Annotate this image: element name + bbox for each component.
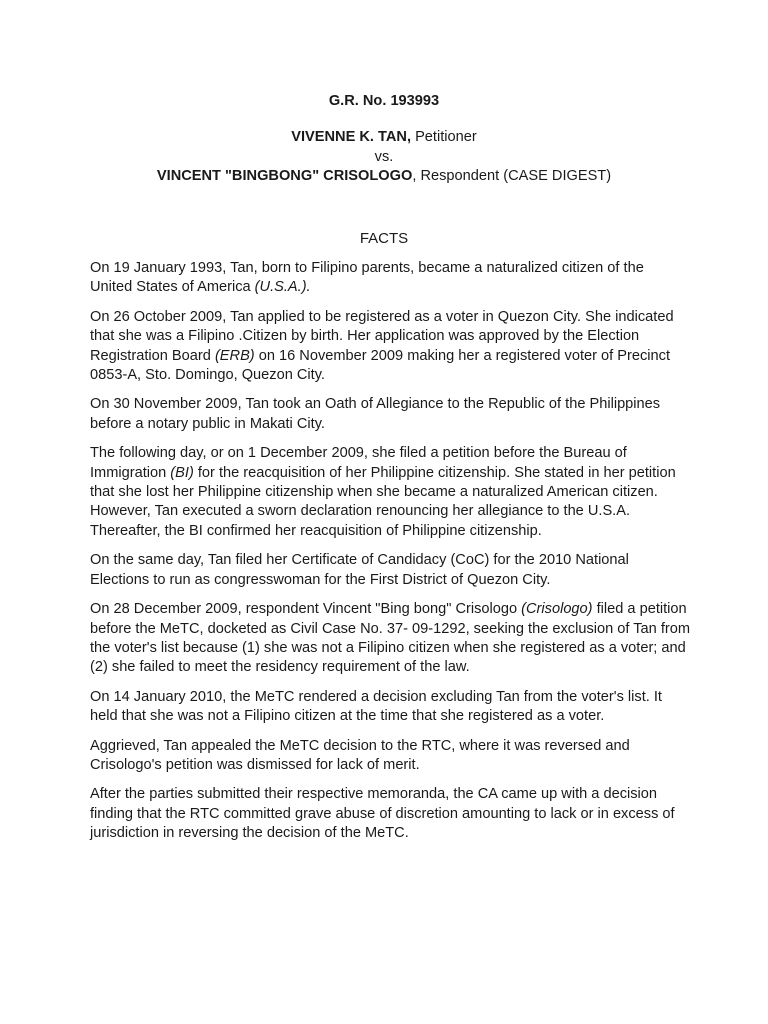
petitioner-role: Petitioner [411,129,477,146]
case-number: G.R. No. 193993 [328,93,440,109]
paragraph-2-text: On 26 October 2009, Tan applied to be registered as a voter in Quezon City. She indicated that she was a Filipino .Citizen by birth. Her application was approved by the Election Registration Board [90,308,674,364]
paragraph-8: Aggrieved, Tan appealed the MeTC decision to the RTC, where it was reversed and Crisologo's petition was dismissed for lack of merit. [90,737,630,773]
paragraph-7: On 14 January 2010, the MeTC rendered a decision excluding Tan from the voter's list. It held that she was not a Filipino citizen at the time that she registered as a voter. [90,688,662,725]
paragraph-1-italic: (U.S.A.). [254,279,311,296]
paragraph-4-text: The following day, or on 1 December 2009, she filed a petition before the Bureau of Immigration [90,445,627,481]
paragraph-2-tail: on 16 November 2009 making her a registered voter of Precinct 0853-A, Sto. Domingo, Quezon City. [90,347,671,384]
paragraph-9: After the parties submitted their respective memoranda, the CA came up with a decision finding that the RTC committed grave abuse of discretion amounting to lack or in excess of jurisdiction in reversing the decision of the MeTC. [90,786,675,842]
paragraph-4-tail: for the reacquisition of her Philippine citizenship. She stated in her petition that she lost her Philippine citizenship when she became a naturalized American citizen. However, Tan executed a sworn declaration renouncing her allegiance to the U.S.A. Thereafter, the BI confirmed her reacquisition of Philippine citizenship. [90,464,676,539]
petitioner-name: VIVENNE K. TAN, [291,129,412,146]
paragraph-6 [90,600,690,678]
versus-line: vs. [374,148,394,165]
paragraph-4 [90,444,690,541]
paragraph-1-text: On 19 January 1993, Tan, born to Filipino parents, became a naturalized citizen of the United States of America [90,260,644,296]
paragraph-2 [90,308,690,386]
paragraph-2-italic: (ERB) [214,347,255,364]
petitioner-line [0,128,768,147]
facts-body [90,259,690,854]
respondent-name: VINCENT "BINGBONG" CRISOLOGO [156,168,413,185]
paragraph-5: On the same day, Tan filed her Certificate of Candidacy (CoC) for the 2010 National Elections to run as congresswoman for the First District of Quezon City. [90,552,629,588]
section-title-facts: FACTS [359,230,409,247]
paragraph-6-italic: (Crisologo) [521,601,593,618]
respondent-role: , Respondent (CASE DIGEST) [412,168,612,185]
respondent-line [0,167,768,186]
case-header [0,92,768,187]
paragraph-3: On 30 November 2009, Tan took an Oath of Allegiance to the Republic of the Philippines before a notary public in Makati City. [90,396,661,432]
paragraph-4-italic: (BI) [170,464,194,481]
paragraph-6-text: On 28 December 2009, respondent Vincent "Bing bong" Crisologo [90,601,522,618]
paragraph-1 [90,259,690,298]
paragraph-6-tail: filed a petition before the MeTC, docketed as Civil Case No. 37- 09-1292, seeking the exclusion of Tan from the voter's list because (1) she was not a Filipino citizen when she registered as a voter; and (2) she failed to meet the residency requirement of the law. [90,601,691,676]
